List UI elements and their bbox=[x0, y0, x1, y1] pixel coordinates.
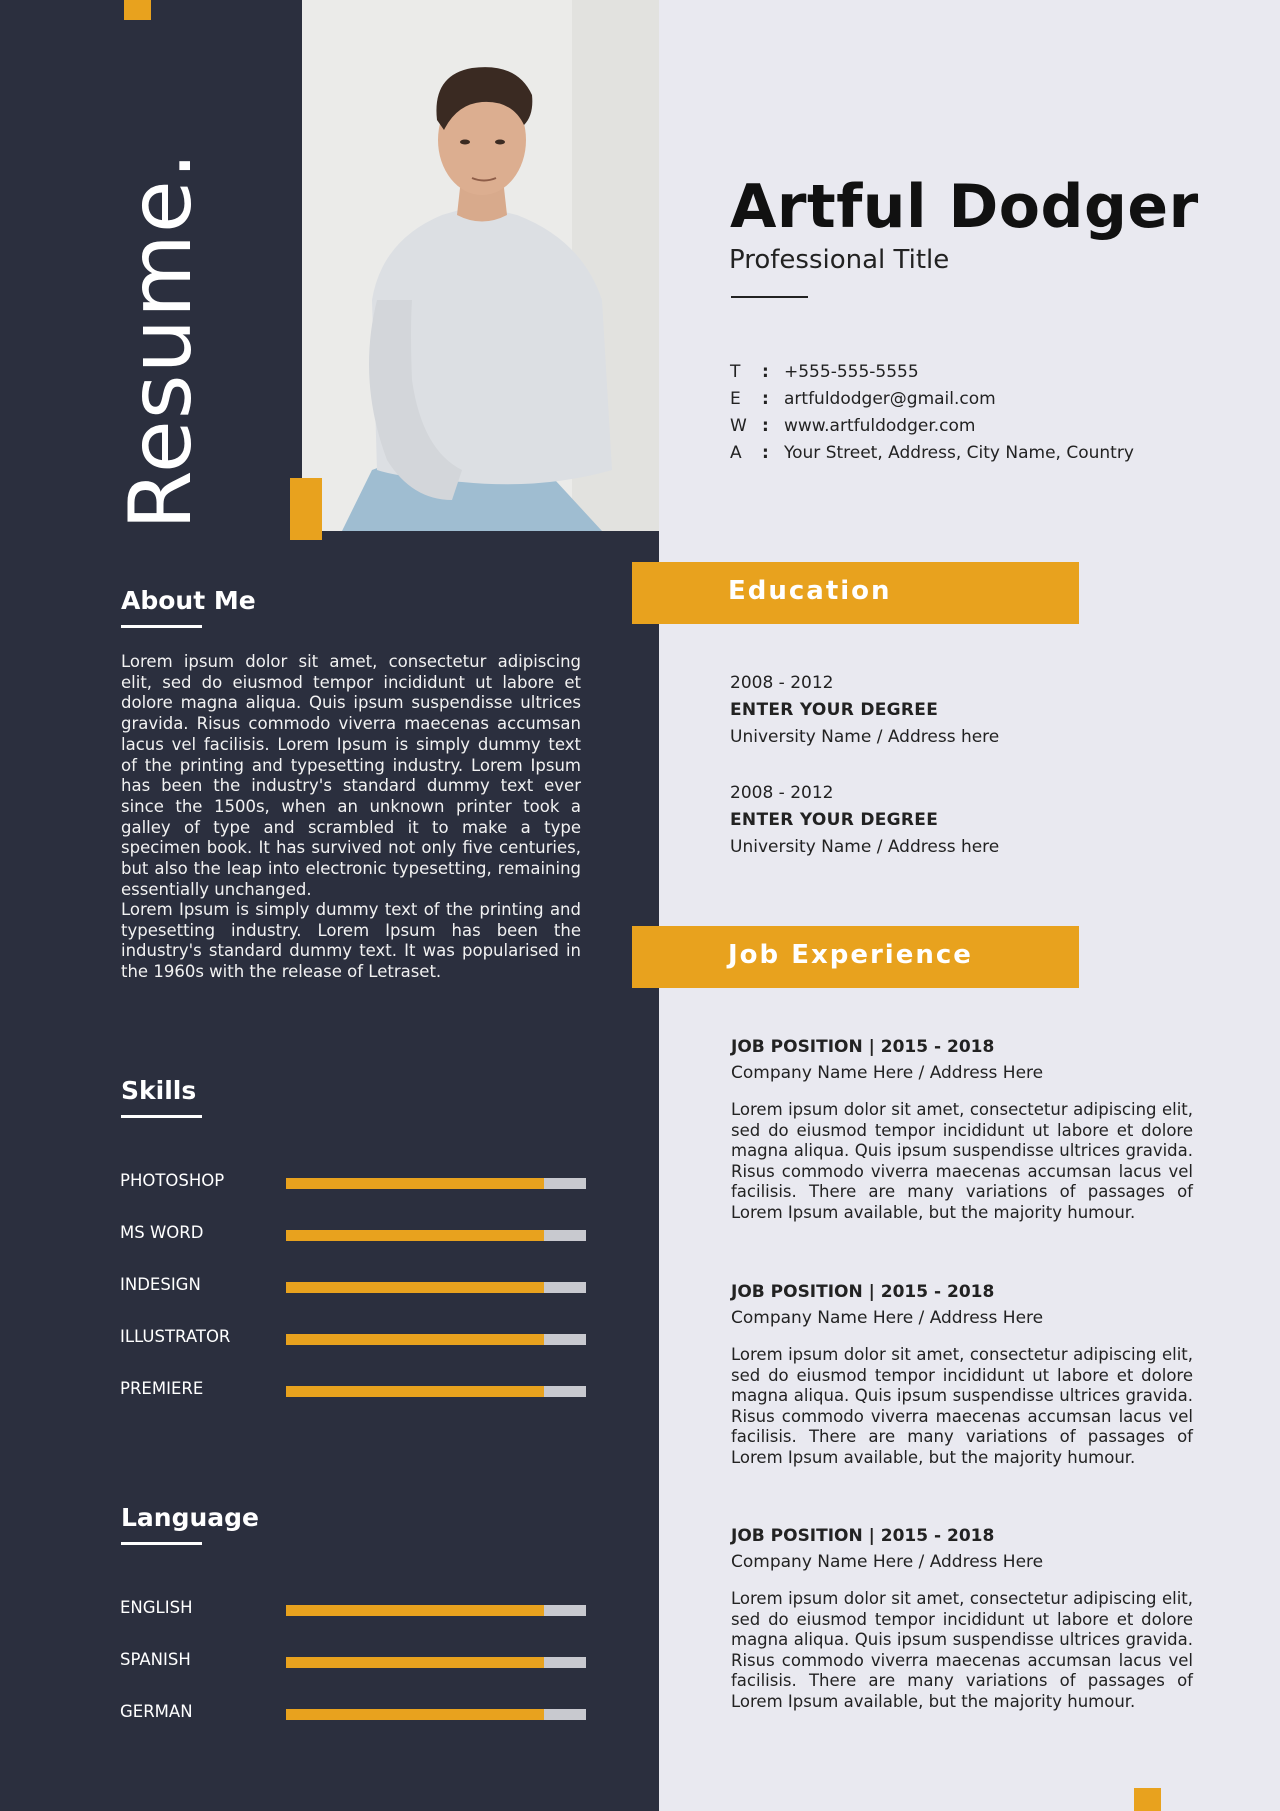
job-position: JOB POSITION | 2015 - 2018 bbox=[731, 1282, 995, 1302]
language-bar-fill bbox=[286, 1605, 544, 1616]
skill-bar-fill bbox=[286, 1386, 544, 1397]
about-paragraph: Lorem ipsum dolor sit amet, consectetur adipiscing elit, sed do eiusmod tempor incididunt ut labore et dolore magna aliqua. Quis ipsum suspendisse ultrices gravida. Risus commodo viverra maecenas accumsan lacus vel facilisis. Lorem Ipsum is simply dummy text of the printing and typesetting industry. Lorem Ipsum has been the industry's standard dummy text ever since the 1500s, when an unknown printer took a galley of type and scrambled it to make a type specimen book. It has survived not only five centuries, but also the leap into electronic typesetting, remaining essentially unchanged. bbox=[121, 652, 581, 899]
job-description: Lorem ipsum dolor sit amet, consectetur adipiscing elit, sed do eiusmod tempor incididunt ut labore et dolore magna aliqua. Quis ipsum suspendisse ultrices gravida. Risus commodo viverra maecenas accumsan lacus vel facilisis. There are many variations of passages of Lorem Ipsum available, but the majority humour. bbox=[731, 1100, 1193, 1222]
contact-sep: : bbox=[762, 361, 769, 382]
education-entry bbox=[730, 780, 999, 860]
phone-value: +555-555-5555 bbox=[784, 361, 919, 382]
job-description: Lorem ipsum dolor sit amet, consectetur adipiscing elit, sed do eiusmod tempor incididunt ut labore et dolore magna aliqua. Quis ipsum suspendisse ultrices gravida. Risus commodo viverra maecenas accumsan lacus vel facilisis. There are many variations of passages of Lorem Ipsum available, but the majority humour. bbox=[731, 1589, 1193, 1711]
skill-label: INDESIGN bbox=[120, 1275, 201, 1294]
email-value: artfuldodger@gmail.com bbox=[784, 388, 996, 409]
skill-bar-fill bbox=[286, 1230, 544, 1241]
job-company: Company Name Here / Address Here bbox=[731, 1552, 1044, 1572]
profile-photo bbox=[302, 0, 659, 531]
accent-block-bottom bbox=[1134, 1788, 1161, 1811]
language-row bbox=[120, 1598, 590, 1618]
language-bar-track bbox=[286, 1657, 586, 1668]
skill-label: ILLUSTRATOR bbox=[120, 1327, 231, 1346]
skill-bar-fill bbox=[286, 1334, 544, 1345]
about-heading: About Me bbox=[121, 586, 256, 615]
skill-row bbox=[120, 1171, 590, 1191]
professional-title: Professional Title bbox=[729, 245, 950, 275]
skill-bar-track bbox=[286, 1282, 586, 1293]
candidate-name: Artful Dodger bbox=[730, 172, 1199, 242]
language-label: SPANISH bbox=[120, 1650, 191, 1669]
address-value: Your Street, Address, City Name, Country bbox=[784, 442, 1134, 463]
skill-bar-track bbox=[286, 1386, 586, 1397]
website-value: www.artfuldodger.com bbox=[784, 415, 976, 436]
job-company: Company Name Here / Address Here bbox=[731, 1308, 1044, 1328]
title-divider bbox=[731, 296, 808, 298]
contact-key: E bbox=[730, 388, 741, 409]
experience-heading: Job Experience bbox=[728, 940, 973, 970]
skills-heading: Skills bbox=[121, 1076, 197, 1105]
education-school: University Name / Address here bbox=[730, 837, 1000, 857]
contact-address bbox=[730, 439, 1134, 466]
accent-block-photo bbox=[290, 478, 322, 540]
skill-bar-track bbox=[286, 1334, 586, 1345]
language-bar-fill bbox=[286, 1657, 544, 1668]
education-degree: ENTER YOUR DEGREE bbox=[730, 810, 939, 830]
skill-row bbox=[120, 1275, 590, 1295]
resume-vertical-label: Resume. bbox=[111, 150, 211, 530]
language-heading: Language bbox=[121, 1503, 260, 1532]
job-company: Company Name Here / Address Here bbox=[731, 1063, 1044, 1083]
language-bar-track bbox=[286, 1709, 586, 1720]
education-years: 2008 - 2012 bbox=[730, 783, 834, 803]
skill-bar-track bbox=[286, 1230, 586, 1241]
contact-sep: : bbox=[762, 442, 769, 463]
contact-key: A bbox=[730, 442, 742, 463]
job-entry bbox=[731, 1279, 1193, 1469]
education-degree: ENTER YOUR DEGREE bbox=[730, 700, 939, 720]
education-years: 2008 - 2012 bbox=[730, 673, 834, 693]
contact-block bbox=[730, 358, 1134, 466]
experience-band bbox=[632, 926, 1079, 988]
job-position: JOB POSITION | 2015 - 2018 bbox=[731, 1037, 995, 1057]
contact-key: T bbox=[730, 361, 741, 382]
skill-bar-fill bbox=[286, 1178, 544, 1189]
contact-web bbox=[730, 412, 1134, 439]
skill-bar-track bbox=[286, 1178, 586, 1189]
person-portrait-icon bbox=[302, 0, 659, 531]
contact-sep: : bbox=[762, 415, 769, 436]
skill-row bbox=[120, 1379, 590, 1399]
education-school: University Name / Address here bbox=[730, 727, 1000, 747]
skill-label: PREMIERE bbox=[120, 1379, 204, 1398]
language-row bbox=[120, 1650, 590, 1670]
contact-email bbox=[730, 385, 1134, 412]
skill-label: MS WORD bbox=[120, 1223, 204, 1242]
about-paragraph: Lorem Ipsum is simply dummy text of the printing and typesetting industry. Lorem Ipsum has been the industry's standard dummy text. It was popularised in the 1960s with the release of Letraset. bbox=[121, 900, 581, 982]
language-bar-fill bbox=[286, 1709, 544, 1720]
job-position: JOB POSITION | 2015 - 2018 bbox=[731, 1526, 995, 1546]
skill-row bbox=[120, 1223, 590, 1243]
contact-sep: : bbox=[762, 388, 769, 409]
skill-label: PHOTOSHOP bbox=[120, 1171, 225, 1190]
skill-row bbox=[120, 1327, 590, 1347]
language-label: ENGLISH bbox=[120, 1598, 193, 1617]
language-rule bbox=[121, 1542, 202, 1545]
language-label: GERMAN bbox=[120, 1702, 193, 1721]
language-bar-track bbox=[286, 1605, 586, 1616]
education-heading: Education bbox=[728, 576, 892, 606]
job-entry bbox=[731, 1523, 1193, 1713]
contact-phone bbox=[730, 358, 1134, 385]
skill-bar-fill bbox=[286, 1282, 544, 1293]
education-entry bbox=[730, 670, 999, 750]
skills-rule bbox=[121, 1115, 202, 1118]
job-entry bbox=[731, 1034, 1193, 1224]
education-band bbox=[632, 562, 1079, 624]
job-description: Lorem ipsum dolor sit amet, consectetur adipiscing elit, sed do eiusmod tempor incididunt ut labore et dolore magna aliqua. Quis ipsum suspendisse ultrices gravida. Risus commodo viverra maecenas accumsan lacus vel facilisis. There are many variations of passages of Lorem Ipsum available, but the majority humour. bbox=[731, 1345, 1193, 1467]
contact-key: W bbox=[730, 415, 747, 436]
about-rule bbox=[121, 625, 202, 628]
language-row bbox=[120, 1702, 590, 1722]
accent-block-top bbox=[124, 0, 151, 20]
